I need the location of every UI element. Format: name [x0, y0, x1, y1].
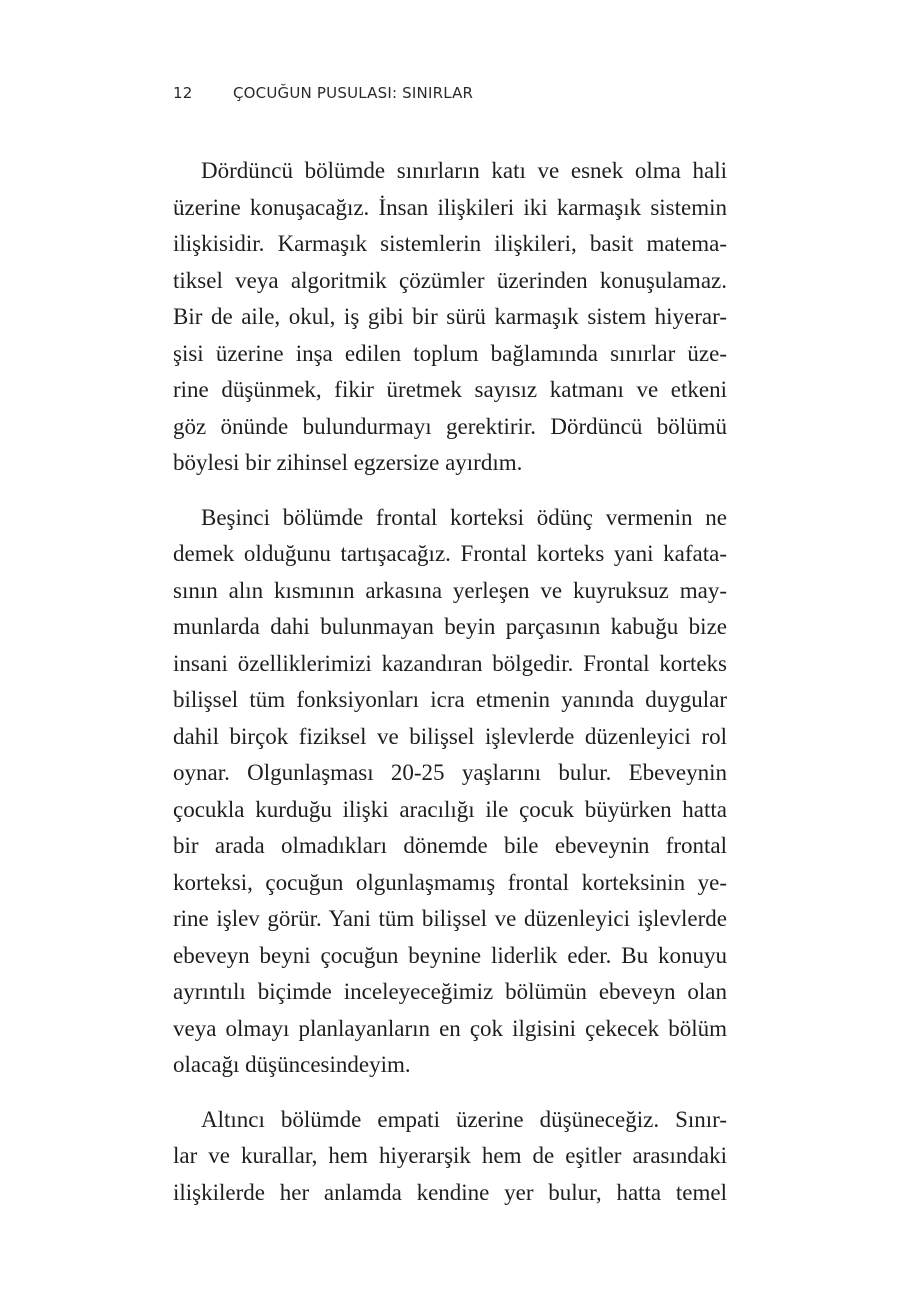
- text-line: demek olduğunu tartışacağız. Frontal korteks yani kafata-: [173, 541, 727, 566]
- text-line: korteksi, çocuğun olgunlaşmamış frontal korteksinin ye-: [173, 869, 727, 895]
- running-header: [173, 84, 473, 102]
- text-line: insani özelliklerimizi kazandıran bölgedir. Frontal korteks: [173, 650, 727, 676]
- text-line: böylesi bir zihinsel egzersize ayırdım.: [173, 450, 523, 475]
- text-line: rine düşünmek, fikir üretmek sayısız katmanı ve etkeni: [173, 377, 727, 402]
- text-line: olacağı düşüncesindeyim.: [173, 1052, 411, 1077]
- book-title: ÇOCUĞUN PUSULASI: SINIRLAR: [233, 84, 474, 102]
- text-line: Dördüncü bölümde sınırların katı ve esnek olma hali: [201, 158, 727, 183]
- text-line: lar ve kurallar, hem hiyerarşik hem de eşitler arasındaki: [173, 1143, 727, 1168]
- body-text: [173, 153, 727, 1229]
- text-line: dahil birçok fiziksel ve bilişsel işlevlerde düzenleyici rol: [173, 723, 727, 749]
- text-line: rine işlev görür. Yani tüm bilişsel ve düzenleyici işlevlerde: [173, 906, 727, 931]
- text-line: ebeveyn beyni çocuğun beynine liderlik eder. Bu konuyu: [173, 942, 727, 968]
- text-line: bir arada olmadıkları dönemde bile ebeveynin frontal: [173, 833, 727, 858]
- text-line: sının alın kısmının arkasına yerleşen ve kuyruksuz may-: [173, 577, 727, 603]
- text-line: Altıncı bölümde empati üzerine düşüneceğiz. Sınır-: [201, 1106, 727, 1132]
- text-line: Beşinci bölümde frontal korteksi ödünç vermenin ne: [201, 504, 727, 530]
- text-line: çocukla kurduğu ilişki aracılığı ile çocuk büyürken hatta: [173, 796, 727, 822]
- text-line: Bir de aile, okul, iş gibi bir sürü karmaşık sistem hiyerar-: [173, 304, 727, 329]
- page-number: 12: [173, 84, 193, 102]
- text-line: ilişkilerde her anlamda kendine yer bulur, hatta temel: [173, 1179, 727, 1205]
- text-line: göz önünde bulundurmayı gerektirir. Dördüncü bölümü: [173, 413, 727, 439]
- text-line: munlarda dahi bulunmayan beyin parçasının kabuğu bize: [173, 614, 727, 639]
- text-line: ilişkisidir. Karmaşık sistemlerin ilişkileri, basit matema-: [173, 231, 727, 256]
- text-line: bilişsel tüm fonksiyonları icra etmenin yanında duygular: [173, 687, 727, 712]
- paragraph: [173, 153, 727, 482]
- text-line: üzerine konuşacağız. İnsan ilişkileri iki karmaşık sistemin: [173, 194, 727, 220]
- paragraph: [173, 500, 727, 1084]
- paragraph: [173, 1102, 727, 1212]
- text-line: ayrıntılı biçimde inceleyeceğimiz bölümün ebeveyn olan: [173, 979, 727, 1004]
- text-line: tiksel veya algoritmik çözümler üzerinden konuşulamaz.: [173, 267, 727, 293]
- text-line: şisi üzerine inşa edilen toplum bağlamında sınırlar üze-: [173, 340, 727, 366]
- text-line: oynar. Olgunlaşması 20-25 yaşlarını bulur. Ebeveynin: [173, 760, 727, 785]
- text-line: veya olmayı planlayanların en çok ilgisini çekecek bölüm: [173, 1015, 727, 1041]
